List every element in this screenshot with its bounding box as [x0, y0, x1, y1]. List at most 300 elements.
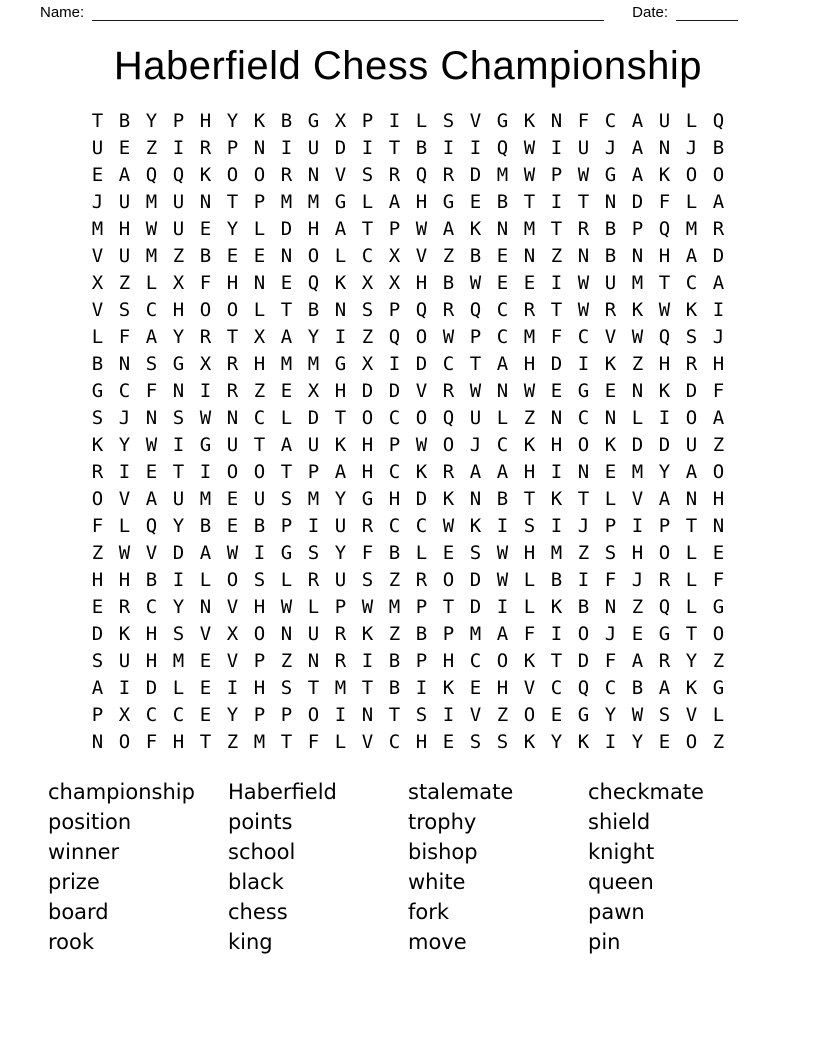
- grid-letter: Y: [118, 433, 131, 456]
- grid-letter: A: [712, 190, 725, 213]
- grid-letter: O: [226, 163, 239, 186]
- grid-letter: X: [388, 271, 401, 294]
- grid-letter: H: [361, 433, 374, 456]
- grid-letter: I: [172, 568, 185, 591]
- grid-letter: I: [496, 514, 509, 537]
- grid-container: [0, 107, 816, 755]
- grid-letter: U: [577, 136, 590, 159]
- grid-letter: Q: [307, 271, 320, 294]
- grid-letter: O: [307, 244, 320, 267]
- grid-letter: K: [604, 352, 617, 375]
- grid-letter: E: [469, 676, 482, 699]
- grid-letter: E: [118, 136, 131, 159]
- grid-letter: K: [334, 433, 347, 456]
- grid-letter: Q: [712, 109, 725, 132]
- grid-letter: S: [280, 487, 293, 510]
- grid-letter: C: [172, 703, 185, 726]
- grid-letter: I: [118, 460, 131, 483]
- puzzle-title: Haberfield Chess Championship: [113, 44, 703, 88]
- grid-letter: G: [199, 433, 212, 456]
- grid-letter: Q: [415, 163, 428, 186]
- grid-letter: U: [91, 136, 104, 159]
- grid-letter: C: [550, 676, 563, 699]
- grid-letter: M: [631, 460, 644, 483]
- grid-letter: W: [442, 325, 455, 348]
- grid-letter: Y: [172, 514, 185, 537]
- grid-letter: I: [550, 460, 563, 483]
- word-item: checkmate: [588, 780, 704, 804]
- word-item: move: [408, 930, 467, 954]
- grid-letter: A: [145, 325, 158, 348]
- grid-letter: T: [226, 190, 239, 213]
- grid-letter: A: [712, 271, 725, 294]
- grid-letter: P: [91, 703, 104, 726]
- grid-letter: H: [145, 649, 158, 672]
- grid-letter: E: [280, 379, 293, 402]
- grid-letter: E: [712, 541, 725, 564]
- grid-letter: T: [172, 460, 185, 483]
- grid-letter: T: [361, 217, 374, 240]
- grid-letter: U: [118, 190, 131, 213]
- grid-letter: G: [307, 109, 320, 132]
- grid-letter: K: [523, 109, 536, 132]
- grid-letter: A: [496, 460, 509, 483]
- grid-letter: P: [361, 109, 374, 132]
- grid-letter: P: [226, 136, 239, 159]
- grid-letter: H: [172, 298, 185, 321]
- grid-letter: F: [199, 271, 212, 294]
- grid-letter: W: [577, 298, 590, 321]
- grid-letter: P: [253, 703, 266, 726]
- grid-letter: I: [550, 622, 563, 645]
- grid-letter: U: [172, 217, 185, 240]
- grid-letter: Z: [712, 433, 725, 456]
- grid-letter: L: [415, 541, 428, 564]
- grid-letter: P: [280, 703, 293, 726]
- grid-letter: V: [604, 325, 617, 348]
- grid-letter: J: [118, 406, 131, 429]
- grid-letter: B: [388, 676, 401, 699]
- grid-letter: O: [253, 460, 266, 483]
- grid-letter: W: [523, 163, 536, 186]
- grid-letter: D: [658, 433, 671, 456]
- grid-letter: V: [226, 595, 239, 618]
- grid-letter: B: [253, 514, 266, 537]
- grid-letter: E: [253, 244, 266, 267]
- grid-letter: M: [145, 190, 158, 213]
- grid-letter: G: [334, 190, 347, 213]
- grid-letter: D: [280, 217, 293, 240]
- grid-letter: E: [496, 244, 509, 267]
- grid-letter: J: [631, 568, 644, 591]
- grid-letter: C: [577, 325, 590, 348]
- grid-letter: V: [469, 703, 482, 726]
- grid-letter: O: [712, 622, 725, 645]
- grid-letter: L: [172, 676, 185, 699]
- grid-letter: R: [442, 298, 455, 321]
- grid-letter: O: [685, 730, 698, 753]
- grid-letter: M: [469, 622, 482, 645]
- grid-letter: X: [307, 379, 320, 402]
- grid-letter: J: [604, 622, 617, 645]
- grid-letter: N: [253, 271, 266, 294]
- grid-letter: W: [280, 595, 293, 618]
- grid-letter: R: [442, 379, 455, 402]
- grid-letter: N: [496, 379, 509, 402]
- grid-letter: K: [523, 730, 536, 753]
- grid-letter: K: [442, 676, 455, 699]
- grid-letter: H: [523, 352, 536, 375]
- grid-letter: O: [658, 541, 671, 564]
- grid-letter: I: [361, 649, 374, 672]
- grid-letter: M: [307, 190, 320, 213]
- grid-letter: N: [631, 379, 644, 402]
- grid-letter: W: [145, 433, 158, 456]
- grid-letter: R: [226, 379, 239, 402]
- grid-letter: N: [199, 595, 212, 618]
- grid-letter: C: [496, 298, 509, 321]
- grid-letter: W: [199, 406, 212, 429]
- grid-letter: D: [577, 649, 590, 672]
- grid-letter: D: [361, 379, 374, 402]
- grid-letter: O: [442, 568, 455, 591]
- grid-letter: U: [334, 568, 347, 591]
- grid-letter: L: [685, 541, 698, 564]
- grid-letter: I: [658, 406, 671, 429]
- grid-letter: A: [334, 217, 347, 240]
- grid-letter: K: [550, 487, 563, 510]
- grid-letter: Y: [685, 649, 698, 672]
- grid-letter: Q: [442, 406, 455, 429]
- word-item: black: [228, 870, 284, 894]
- grid-letter: E: [91, 163, 104, 186]
- grid-letter: R: [685, 352, 698, 375]
- grid-letter: A: [631, 109, 644, 132]
- grid-letter: T: [550, 217, 563, 240]
- grid-letter: S: [172, 622, 185, 645]
- grid-letter: O: [253, 622, 266, 645]
- grid-letter: R: [307, 568, 320, 591]
- grid-letter: H: [145, 622, 158, 645]
- grid-letter: B: [199, 244, 212, 267]
- word-item: championship: [48, 780, 195, 804]
- grid-letter: N: [496, 217, 509, 240]
- grid-letter: H: [415, 271, 428, 294]
- grid-letter: L: [685, 595, 698, 618]
- grid-letter: I: [172, 433, 185, 456]
- grid-letter: P: [280, 514, 293, 537]
- grid-letter: R: [334, 649, 347, 672]
- grid-letter: S: [685, 325, 698, 348]
- grid-letter: L: [253, 298, 266, 321]
- grid-letter: I: [280, 136, 293, 159]
- grid-letter: I: [307, 514, 320, 537]
- grid-letter: S: [145, 352, 158, 375]
- grid-letter: T: [658, 271, 671, 294]
- grid-letter: W: [145, 217, 158, 240]
- grid-letter: R: [442, 460, 455, 483]
- grid-letter: T: [550, 649, 563, 672]
- grid-letter: K: [199, 163, 212, 186]
- grid-letter: P: [388, 217, 401, 240]
- grid-letter: U: [469, 406, 482, 429]
- grid-letter: R: [226, 352, 239, 375]
- grid-letter: N: [604, 595, 617, 618]
- grid-letter: L: [253, 217, 266, 240]
- grid-letter: D: [145, 676, 158, 699]
- word-list-column: [588, 777, 768, 957]
- grid-letter: Y: [658, 460, 671, 483]
- grid-letter: C: [388, 460, 401, 483]
- grid-letter: P: [388, 433, 401, 456]
- word-item: winner: [48, 840, 120, 864]
- grid-letter: I: [253, 541, 266, 564]
- grid-letter: G: [91, 379, 104, 402]
- grid-letter: N: [172, 379, 185, 402]
- grid-letter: D: [415, 352, 428, 375]
- grid-letter: N: [361, 703, 374, 726]
- grid-letter: W: [631, 325, 644, 348]
- grid-letter: K: [118, 622, 131, 645]
- grid-letter: L: [334, 244, 347, 267]
- word-item: fork: [408, 900, 450, 924]
- grid-letter: X: [118, 703, 131, 726]
- grid-letter: K: [91, 433, 104, 456]
- grid-letter: K: [604, 433, 617, 456]
- grid-letter: E: [604, 460, 617, 483]
- grid-letter: C: [442, 352, 455, 375]
- grid-letter: Z: [145, 136, 158, 159]
- grid-letter: Q: [145, 514, 158, 537]
- grid-letter: L: [280, 568, 293, 591]
- grid-letter: Y: [334, 487, 347, 510]
- grid-letter: H: [550, 433, 563, 456]
- grid-letter: T: [361, 676, 374, 699]
- grid-letter: W: [442, 514, 455, 537]
- grid-letter: P: [172, 109, 185, 132]
- grid-letter: N: [307, 649, 320, 672]
- grid-letter: E: [199, 676, 212, 699]
- grid-letter: K: [469, 217, 482, 240]
- grid-letter: N: [253, 136, 266, 159]
- grid-letter: E: [442, 541, 455, 564]
- grid-letter: E: [523, 271, 536, 294]
- grid-letter: E: [91, 595, 104, 618]
- grid-letter: W: [118, 541, 131, 564]
- grid-letter: H: [658, 244, 671, 267]
- grid-letter: X: [91, 271, 104, 294]
- word-item: king: [228, 930, 273, 954]
- grid-letter: K: [442, 487, 455, 510]
- grid-letter: R: [91, 460, 104, 483]
- grid-letter: Q: [658, 217, 671, 240]
- grid-letter: N: [226, 406, 239, 429]
- grid-letter: R: [604, 298, 617, 321]
- grid-letter: N: [334, 298, 347, 321]
- grid-letter: Z: [631, 352, 644, 375]
- grid-letter: H: [415, 730, 428, 753]
- grid-letter: K: [415, 460, 428, 483]
- grid-letter: N: [631, 244, 644, 267]
- grid-letter: H: [226, 271, 239, 294]
- name-blank-line: [92, 6, 604, 21]
- grid-letter: W: [415, 217, 428, 240]
- grid-letter: W: [415, 433, 428, 456]
- grid-letter: L: [604, 487, 617, 510]
- grid-letter: H: [199, 109, 212, 132]
- grid-letter: T: [334, 406, 347, 429]
- grid-letter: A: [442, 217, 455, 240]
- grid-letter: D: [631, 433, 644, 456]
- grid-letter: P: [550, 163, 563, 186]
- grid-letter: Z: [91, 541, 104, 564]
- grid-letter: T: [469, 352, 482, 375]
- grid-letter: I: [334, 325, 347, 348]
- grid-letter: D: [334, 136, 347, 159]
- grid-letter: M: [199, 487, 212, 510]
- grid-letter: A: [658, 676, 671, 699]
- grid-letter: X: [388, 244, 401, 267]
- grid-letter: P: [415, 649, 428, 672]
- grid-letter: L: [118, 514, 131, 537]
- grid-letter: I: [172, 136, 185, 159]
- grid-letter: O: [307, 703, 320, 726]
- grid-letter: V: [523, 676, 536, 699]
- grid-letter: N: [712, 514, 725, 537]
- grid-letter: M: [496, 163, 509, 186]
- grid-letter: O: [415, 325, 428, 348]
- grid-letter: E: [226, 514, 239, 537]
- grid-letter: Q: [415, 298, 428, 321]
- grid-letter: T: [280, 460, 293, 483]
- grid-letter: W: [523, 379, 536, 402]
- grid-letter: I: [361, 136, 374, 159]
- grid-letter: S: [172, 406, 185, 429]
- grid-letter: Z: [496, 703, 509, 726]
- grid-letter: E: [199, 649, 212, 672]
- grid-letter: A: [145, 487, 158, 510]
- grid-letter: T: [550, 298, 563, 321]
- grid-letter: X: [361, 271, 374, 294]
- grid-letter: F: [307, 730, 320, 753]
- grid-letter: B: [550, 568, 563, 591]
- grid-letter: C: [118, 379, 131, 402]
- grid-letter: H: [118, 568, 131, 591]
- grid-letter: G: [712, 595, 725, 618]
- grid-letter: B: [118, 109, 131, 132]
- grid-letter: G: [577, 379, 590, 402]
- grid-letter: Z: [253, 379, 266, 402]
- grid-letter: L: [145, 271, 158, 294]
- grid-letter: Q: [658, 325, 671, 348]
- grid-letter: W: [361, 595, 374, 618]
- word-item: school: [228, 840, 296, 864]
- grid-letter: V: [118, 487, 131, 510]
- grid-letter: D: [631, 190, 644, 213]
- grid-letter: K: [631, 298, 644, 321]
- word-item: board: [48, 900, 109, 924]
- grid-letter: L: [280, 406, 293, 429]
- grid-letter: C: [685, 271, 698, 294]
- word-list-column: [48, 777, 228, 957]
- grid-letter: Z: [712, 649, 725, 672]
- grid-letter: H: [631, 541, 644, 564]
- grid-letter: N: [685, 487, 698, 510]
- grid-letter: V: [145, 541, 158, 564]
- grid-letter: D: [469, 595, 482, 618]
- word-item: knight: [588, 840, 655, 864]
- grid-letter: P: [415, 595, 428, 618]
- grid-letter: F: [361, 541, 374, 564]
- grid-letter: B: [388, 649, 401, 672]
- grid-letter: T: [577, 487, 590, 510]
- grid-letter: F: [604, 568, 617, 591]
- grid-letter: C: [388, 730, 401, 753]
- grid-letter: H: [172, 730, 185, 753]
- grid-letter: M: [550, 541, 563, 564]
- grid-letter: E: [199, 703, 212, 726]
- grid-letter: B: [712, 136, 725, 159]
- grid-letter: N: [577, 460, 590, 483]
- grid-letter: B: [388, 541, 401, 564]
- grid-letter: S: [361, 163, 374, 186]
- grid-letter: M: [685, 217, 698, 240]
- grid-letter: S: [658, 703, 671, 726]
- grid-letter: O: [199, 298, 212, 321]
- grid-letter: Z: [118, 271, 131, 294]
- grid-letter: M: [91, 217, 104, 240]
- grid-letter: O: [577, 622, 590, 645]
- grid-letter: Y: [604, 703, 617, 726]
- grid-letter: C: [145, 298, 158, 321]
- grid-letter: Q: [577, 676, 590, 699]
- word-item: prize: [48, 870, 100, 894]
- grid-letter: I: [631, 514, 644, 537]
- grid-letter: U: [604, 271, 617, 294]
- grid-letter: Q: [658, 595, 671, 618]
- grid-letter: F: [145, 379, 158, 402]
- grid-letter: L: [685, 568, 698, 591]
- grid-letter: T: [199, 730, 212, 753]
- grid-letter: D: [685, 379, 698, 402]
- grid-letter: R: [334, 622, 347, 645]
- grid-letter: R: [280, 163, 293, 186]
- grid-letter: L: [361, 190, 374, 213]
- grid-letter: V: [334, 163, 347, 186]
- grid-letter: S: [118, 298, 131, 321]
- grid-letter: O: [577, 433, 590, 456]
- grid-letter: A: [334, 460, 347, 483]
- grid-letter: V: [91, 298, 104, 321]
- grid-letter: H: [307, 217, 320, 240]
- grid-letter: X: [172, 271, 185, 294]
- grid-letter: Q: [172, 163, 185, 186]
- grid-letter: D: [550, 352, 563, 375]
- grid-letter: D: [307, 406, 320, 429]
- grid-letter: P: [442, 622, 455, 645]
- grid-letter: Q: [388, 325, 401, 348]
- grid-letter: M: [280, 352, 293, 375]
- grid-letter: K: [253, 109, 266, 132]
- grid-letter: H: [523, 460, 536, 483]
- grid-letter: W: [496, 541, 509, 564]
- grid-letter: W: [469, 271, 482, 294]
- grid-letter: U: [172, 190, 185, 213]
- name-label: Name:: [40, 4, 85, 21]
- grid-letter: L: [685, 190, 698, 213]
- grid-letter: H: [253, 595, 266, 618]
- grid-letter: G: [496, 109, 509, 132]
